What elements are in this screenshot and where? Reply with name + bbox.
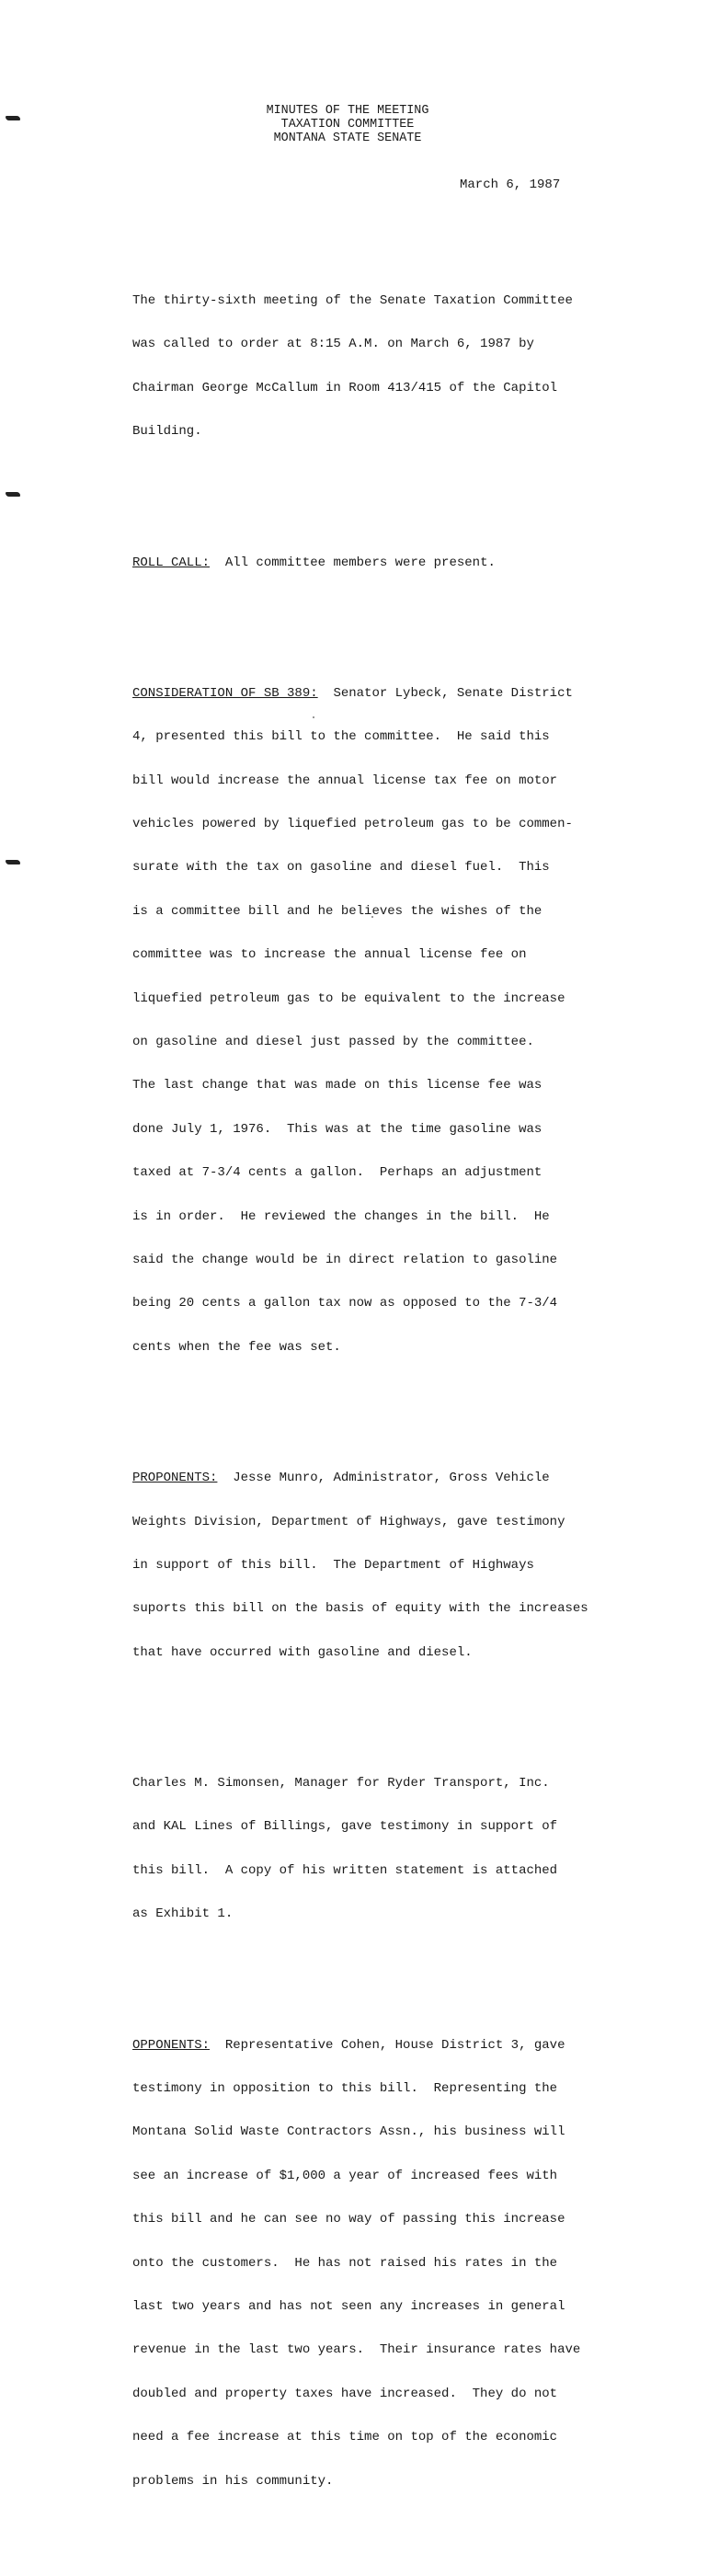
text-line: vehicles powered by liquefied petroleum gas to be commen- bbox=[132, 817, 573, 832]
consideration-paragraph bbox=[132, 658, 647, 1384]
text-line: committee was to increase the annual license fee on bbox=[132, 947, 527, 963]
roll-call-paragraph bbox=[132, 527, 647, 600]
text-line bbox=[132, 1471, 647, 1486]
text-line: said the change would be in direct relation to gasoline bbox=[132, 1252, 558, 1267]
text-line: liquefied petroleum gas to be equivalent to the increase bbox=[132, 990, 565, 1006]
roll-call-text: All committee members were present. bbox=[210, 555, 496, 570]
roll-call-label: ROLL CALL: bbox=[132, 555, 211, 570]
text-line: Charles M. Simonsen, Manager for Ryder Transport, Inc. bbox=[132, 1776, 550, 1792]
proponents-first-line: Jesse Munro, Administrator, Gross Vehicle bbox=[217, 1471, 550, 1486]
text-line: was called to order at 8:15 A.M. on March 6, 1987 by bbox=[132, 337, 534, 352]
heading-line-1: MINUTES OF THE MEETING bbox=[266, 104, 429, 118]
text-line: The thirty-sixth meeting of the Senate Taxation Committee bbox=[132, 292, 573, 308]
punch-mark-top bbox=[6, 116, 20, 120]
text-line: on gasoline and diesel just passed by the committee. bbox=[132, 1035, 534, 1050]
opponents-paragraph bbox=[132, 2009, 647, 2518]
text-line: in support of this bill. The Department of Highways bbox=[132, 1557, 534, 1573]
meeting-date: March 6, 1987 bbox=[460, 177, 561, 192]
opponents-label: OPPONENTS: bbox=[132, 2037, 211, 2053]
text-line: Building. bbox=[132, 424, 202, 440]
text-line: surate with the tax on gasoline and diesel fuel. This bbox=[132, 860, 550, 876]
heading-line-3: MONTANA STATE SENATE bbox=[273, 132, 422, 145]
text-line: see an increase of $1,000 a year of increased fees with bbox=[132, 2168, 558, 2183]
text-line: suports this bill on the basis of equity with the increases bbox=[132, 1601, 588, 1617]
text-line: need a fee increase at this time on top of the economic bbox=[132, 2430, 558, 2445]
text-line bbox=[132, 687, 647, 702]
heading-line-2: TAXATION COMMITTEE bbox=[280, 118, 415, 132]
text-line: Weights Division, Department of Highways, gave testimony bbox=[132, 1514, 565, 1529]
text-line: onto the customers. He has not raised his rates in the bbox=[132, 2255, 558, 2271]
consideration-label: CONSIDERATION OF SB 389: bbox=[132, 685, 318, 701]
text-line bbox=[132, 556, 647, 571]
opponents-first-line: Representative Cohen, House District 3, gave bbox=[210, 2037, 565, 2053]
text-line: Chairman George McCallum in Room 413/415 of the Capitol bbox=[132, 380, 558, 395]
text-line: as Exhibit 1. bbox=[132, 1906, 234, 1922]
minutes-body bbox=[132, 222, 647, 2576]
simonsen-paragraph bbox=[132, 1747, 647, 1951]
text-line: being 20 cents a gallon tax now as opposed to the 7-3/4 bbox=[132, 1296, 558, 1311]
text-line: done July 1, 1976. This was at the time gasoline was bbox=[132, 1121, 542, 1137]
text-line: cents when the fee was set. bbox=[132, 1339, 341, 1355]
text-line: testimony in opposition to this bill. Representing the bbox=[132, 2081, 558, 2097]
text-line: Montana Solid Waste Contractors Assn., his business will bbox=[132, 2124, 565, 2140]
punch-mark-bottom bbox=[6, 860, 20, 864]
text-line: is a committee bill and he believes the wishes of the bbox=[132, 903, 542, 919]
text-line bbox=[132, 2039, 647, 2054]
text-line: 4, presented this bill to the committee. He said this bbox=[132, 729, 550, 745]
text-line: is in order. He reviewed the changes in the bill. He bbox=[132, 1208, 550, 1224]
text-line: doubled and property taxes have increased. They do not bbox=[132, 2386, 558, 2401]
text-line: this bill. A copy of his written statement is attached bbox=[132, 1862, 558, 1878]
punch-mark-middle bbox=[6, 492, 20, 497]
proponents-paragraph bbox=[132, 1443, 647, 1690]
document-heading bbox=[210, 104, 485, 145]
text-line: bill would increase the annual license tax fee on motor bbox=[132, 773, 558, 788]
text-line: and KAL Lines of Billings, gave testimony in support of bbox=[132, 1819, 558, 1835]
text-line: that have occurred with gasoline and diesel. bbox=[132, 1644, 473, 1660]
consideration-first-line: Senator Lybeck, Senate District bbox=[317, 685, 573, 701]
intro-paragraph bbox=[132, 265, 647, 468]
text-line: revenue in the last two years. Their insurance rates have bbox=[132, 2342, 581, 2358]
text-line: problems in his community. bbox=[132, 2473, 334, 2489]
text-line: last two years and has not seen any increases in general bbox=[132, 2298, 565, 2314]
proponents-label: PROPONENTS: bbox=[132, 1471, 218, 1486]
text-line: The last change that was made on this license fee was bbox=[132, 1078, 542, 1093]
text-line: taxed at 7-3/4 cents a gallon. Perhaps an adjustment bbox=[132, 1165, 542, 1181]
text-line: this bill and he can see no way of passing this increase bbox=[132, 2212, 565, 2227]
